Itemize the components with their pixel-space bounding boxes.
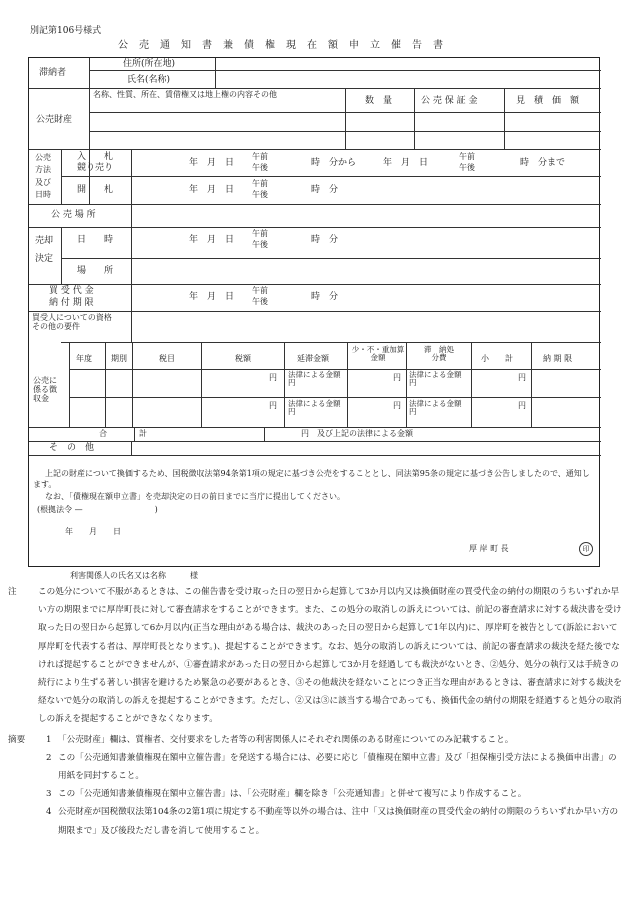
official-seal: 印 <box>579 542 593 556</box>
header-period: 期別 <box>111 354 127 363</box>
row1-tax-yen: 円 <box>269 373 277 382</box>
appeal-note: この処分について不服があるときは、この催告書を受け取った日の翌日から起算して3か月以内又は換価財産の買受代金の納付の期限のうちいずれか早い方の期限までに厚岸町長に対して審査請求をすることができます。また、この処分の取消しの訴えについては、前記の審査請求に対する裁決書を受け取った日の翌日から起算して6か月以内(正当な理由がある場合は、裁決のあった日の翌日から起算して1年以内)に、厚岸町を被告として(訴訟において厚岸町を代表する者は、厚岸町長となります。)、提起することができます。なお、処分の取消しの訴えについては、前記の審査請求の裁決を経た後でなければ提起することができませんが、①審査請求があった日の翌日から起算して3か月を経過しても裁決がないとき、②処分、処分の執行又は手続きの続行により生ずる著しい損害を避けるため緊急の必要があるとき、③その他裁決を経ないことにつき正当な理由があるときは、審査請求に対する裁決を経ないで処分の取消しの訴えを提起することができます。ただし、②又は③に該当する場合であっても、換価代金の納付の期限を経過すると処分の取消しの訴えを提起することができなくなります。 <box>38 587 622 725</box>
summary-item-4-number: 4 <box>46 807 52 818</box>
row2-tax-yen: 円 <box>269 401 277 410</box>
row1-subtotal-yen: 円 <box>518 373 526 382</box>
notice-paragraph-1: 上記の財産について換価するため、国税徴収法第94条第1項の規定に基づき公売をすることとし、同法第95条の規定に基づき公告しましたので、通知します。 <box>33 469 590 489</box>
summary-item-1: 「公売財産」欄は、質権者、交付要求をした者等の利害関係人にそれぞれ関係のある財産についてのみ記載すること。 <box>58 734 514 745</box>
decision-pm: 午後 <box>252 240 268 249</box>
method-label-1: 公売 <box>35 153 51 162</box>
stakeholder-line: 利害関係人の氏名又は名称 様 <box>70 571 198 580</box>
opening-pm: 午後 <box>252 190 268 199</box>
header-late-fee: 延滞金額 <box>297 354 329 363</box>
method-label-4: 日時 <box>35 190 51 199</box>
start-pm: 午後 <box>252 163 268 172</box>
deposit-label: 公 売 保 証 金 <box>421 96 478 106</box>
page-title: 公 売 通 知 書 兼 債 権 現 在 額 申 立 催 告 書 <box>118 40 444 51</box>
decision-time: 時 分 <box>311 235 339 245</box>
summary-item-3-number: 3 <box>46 789 52 800</box>
bid-label: 入 札 <box>77 152 114 162</box>
summary-item-2: この「公売通知書兼債権現在額申立催告書」を発送する場合には、必要に応じ「債権現在額申立書」及び「担保権引受方法による換価申出書」の用紙を同封すること。 <box>58 752 617 782</box>
buyer-qualification-label: 買受人についての資格その他の要件 <box>32 313 112 331</box>
decision-date: 年 月 日 <box>189 235 235 245</box>
payment-date: 年 月 日 <box>189 292 235 302</box>
end-am: 午前 <box>459 152 475 161</box>
end-pm: 午後 <box>459 163 475 172</box>
opening-am: 午前 <box>252 179 268 188</box>
decision-place-label: 場 所 <box>77 266 114 276</box>
estimate-label: 見 積 価 額 <box>516 96 580 106</box>
decision-am: 午前 <box>252 229 268 238</box>
row2-subtotal-yen: 円 <box>518 401 526 410</box>
tax-section-label: 公売に係る徴収金 <box>33 376 57 403</box>
row1-penalty-yen: 円 <box>393 373 401 382</box>
notice-form <box>28 57 600 567</box>
header-due-date: 納 期 限 <box>543 354 573 363</box>
start-am: 午前 <box>252 152 268 161</box>
end-time: 時 分まで <box>520 158 566 168</box>
other-label: そ の 他 <box>49 443 95 453</box>
start-time: 時 分から <box>311 158 357 168</box>
payment-deadline-label-2: 納 付 期 限 <box>49 298 94 308</box>
delinquent-label: 滞納者 <box>39 68 67 78</box>
mayor-label: 厚 岸 町 長 <box>469 544 509 553</box>
issue-date: 年 月 日 <box>65 527 121 536</box>
payment-pm: 午後 <box>252 297 268 306</box>
header-year: 年度 <box>76 354 92 363</box>
total-note: 円 及び上記の法律による金額 <box>301 429 413 438</box>
header-tax-item: 税目 <box>159 354 175 363</box>
name-label: 氏名(名称) <box>127 75 171 85</box>
sale-place-label: 公 売 場 所 <box>51 210 96 220</box>
row2-late-fee: 法律による金額 円 <box>288 399 348 416</box>
payment-time: 時 分 <box>311 292 339 302</box>
end-date: 年 月 日 <box>383 158 429 168</box>
opening-date: 年 月 日 <box>189 185 235 195</box>
summary-marker: 摘要 <box>8 734 26 745</box>
opening-label: 開 札 <box>77 185 114 195</box>
auction-label: 競り売り <box>77 163 114 173</box>
summary-item-4: 公売財産が国税徴収法第104条の2第1項に規定する不動産等以外の場合は、注中「又は換価財産の買受代金の納付の期限のうちいずれか早い方の期限まで」及び後段ただし書を消して使用すること。 <box>58 807 619 836</box>
method-label-2: 方法 <box>35 165 51 174</box>
notice-paragraph-2: なお、「債権現在額申立書」を売却決定の日の前日までに当庁に提出してください。 <box>45 492 345 501</box>
row2-penalty-yen: 円 <box>393 401 401 410</box>
summary-item-3: この「公売通知書兼債権現在額申立催告書」は、「公売財産」欄を除き「公売通知書」と併せて複写により作成すること。 <box>58 789 527 800</box>
note-marker: 注 <box>8 587 17 597</box>
header-penalty: 少・不・重加算金額 <box>351 345 405 362</box>
opening-time: 時 分 <box>311 185 339 195</box>
header-subtotal: 小 計 <box>481 354 513 363</box>
row1-late-fee: 法律による金額 円 <box>288 370 348 387</box>
row1-delinquency: 法律による金額 円 <box>409 370 469 387</box>
total-label: 合 計 <box>99 429 147 438</box>
property-label: 公売財産 <box>36 115 73 125</box>
summary-item-1-number: 1 <box>46 734 52 745</box>
row2-delinquency: 法律による金額 円 <box>409 399 469 416</box>
decision-label-1: 売却 <box>35 236 54 246</box>
summary-item-2-number: 2 <box>46 752 52 763</box>
form-number: 別記第106号様式 <box>30 26 102 36</box>
quantity-label: 数 量 <box>365 96 393 106</box>
address-label: 住所(所在地) <box>123 59 176 69</box>
start-date: 年 月 日 <box>189 158 235 168</box>
notes-section <box>8 583 622 840</box>
legal-basis: (根拠法令 — ) <box>37 505 158 514</box>
header-delinquency-cost: 滞 納処分費 <box>424 345 454 362</box>
payment-am: 午前 <box>252 286 268 295</box>
header-tax-amount: 税額 <box>235 354 251 363</box>
payment-deadline-label-1: 買 受 代 金 <box>49 286 94 296</box>
decision-datetime-label: 日 時 <box>77 235 114 245</box>
property-description-label: 名称、性質、所在、賃借権又は地上権の内容その他 <box>93 90 277 99</box>
method-label-3: 及び <box>35 178 51 187</box>
decision-label-2: 決定 <box>35 254 54 264</box>
